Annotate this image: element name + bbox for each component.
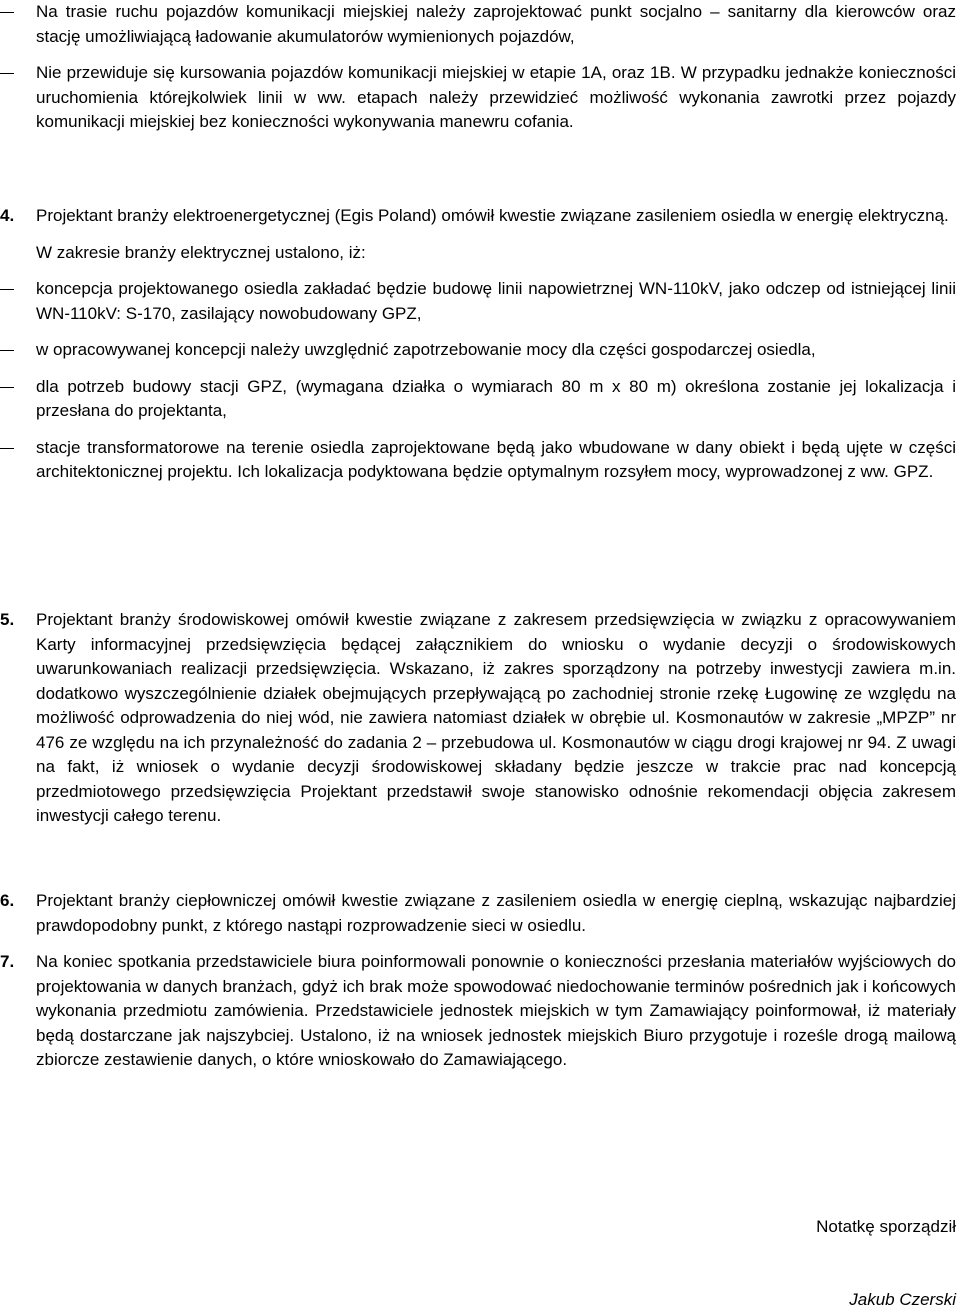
item-number: 5. [0, 610, 15, 629]
item-text: Projektant branży środowiskowej omówił kwestie związane z zakresem przedsięwzięcia w związku z opracowywaniem Karty informacyjnej przedsięwzięcia będącej załącznikiem do wniosku o wydanie decyzji o środowiskowych uwarunkowaniach realizacji przedsięwzięcia. Wskazano, iż zakres sporządzony na potrzeby inwestycji zawiera m.in. dodatkowo wyszczególnienie działek obejmujących przepływającą po zachodniej stronie rzekę Ługowinę ze względu na możliwość odprowadzenia do niej wód, nie zawiera natomiast działek w obrębie ul. Kosmonautów w zakresie „MPZP” nr 476 ze względu na ich przynależność do zadania 2 – przebudowa ul. Kosmonautów w ciągu drogi krajowej nr 94. Z uwagi na fakt, iż wniosek o wydanie decyzji środowiskowej składany będzie jeszcze w trakcie prac nad koncepcją przedmiotowego przedsięwzięcia Projektant przedstawił swoje stanowisko odnośnie rekomendacji objęcia zakresem inwestycji całego terenu. [36, 610, 956, 825]
section-lead: W zakresie branży elektrycznej ustalono, iż: [36, 242, 366, 262]
numbered-item [0, 889, 956, 938]
numbered-item [0, 950, 956, 1073]
list-item [0, 0, 956, 49]
item-text: Na koniec spotkania przedstawiciele biura poinformowali ponownie o konieczności przesłania materiałów wyjściowych do projektowania w danych branżach, gdyż ich brak może spowodować niedochowanie terminów pośrednich jak i końcowych wykonania przedmiotu zamówienia. Przedstawiciele jednostek miejskich w tym Zamawiający poinformował, iż materiały będą dostarczane jak najszybciej. Ustalono, iż na wniosek jednostek miejskich Biuro przygotuje i roześle drogą mailową zbiorcze zestawienie danych, o które wnioskowało do Zamawiającego. [36, 952, 956, 1069]
signature-label: Notatkę sporządził [816, 1217, 956, 1236]
item-text: Projektant branży ciepłowniczej omówił kwestie związane z zasileniem osiedla w energię cieplną, wskazując najbardziej prawdopodobny punkt, z którego nastąpi rozprowadzenie sieci w osiedlu. [36, 891, 956, 935]
item-number: 7. [0, 952, 15, 971]
item-number: 4. [0, 206, 15, 225]
list-item [0, 436, 956, 485]
list-item [0, 375, 956, 424]
list-item [0, 277, 956, 326]
list-item-text: koncepcja projektowanego osiedla zakładać będzie budowę linii napowietrznej WN-110kV, jako odczep od istniejącej linii WN-110kV: S-170, zasilający nowobudowany GPZ, [36, 279, 956, 323]
section-7 [0, 950, 956, 1073]
list-item-text: Na trasie ruchu pojazdów komunikacji miejskiej należy zaprojektować punkt socjalno – sanitarny dla kierowców oraz stację umożliwiającą ładowanie akumulatorów wymienionych pojazdów, [36, 2, 956, 46]
intro-list [0, 0, 956, 135]
numbered-item [0, 204, 956, 229]
list-item-text: w opracowywanej koncepcji należy uwzględnić zapotrzebowanie mocy dla części gospodarczej osiedla, [36, 340, 816, 359]
item-text: Projektant branży elektroenergetycznej (Egis Poland) omówił kwestie związane zasileniem osiedla w energię elektryczną. [36, 206, 949, 225]
item-number: 6. [0, 891, 15, 910]
list-item [0, 61, 956, 135]
signature-name: Jakub Czerski [849, 1290, 956, 1309]
numbered-item [0, 608, 956, 829]
section-6 [0, 889, 956, 938]
section-5 [0, 608, 956, 829]
list-item-text: dla potrzeb budowy stacji GPZ, (wymagana działka o wymiarach 80 m x 80 m) określona zostanie jej lokalizacja i przesłana do projektanta, [36, 376, 956, 420]
list-item [0, 338, 956, 363]
section-4 [0, 204, 956, 485]
list-item-text: stacje transformatorowe na terenie osiedla zaprojektowane będą jako wbudowane w dany obiekt i będą ujęte w części architektonicznej projektu. Ich lokalizacja podyktowana będzie optymalnym rozsyłem mocy, wyprowadzonej z ww. GPZ. [36, 437, 956, 481]
list-item-text: Nie przewiduje się kursowania pojazdów komunikacji miejskiej w etapie 1A, oraz 1B. W przypadku jednakże konieczności uruchomienia którejkolwiek linii w ww. etapach należy przewidzieć możliwość wykonania zawrotki przez pojazdy komunikacji miejskiej bez konieczności wykonywania manewru cofania. [36, 63, 956, 131]
